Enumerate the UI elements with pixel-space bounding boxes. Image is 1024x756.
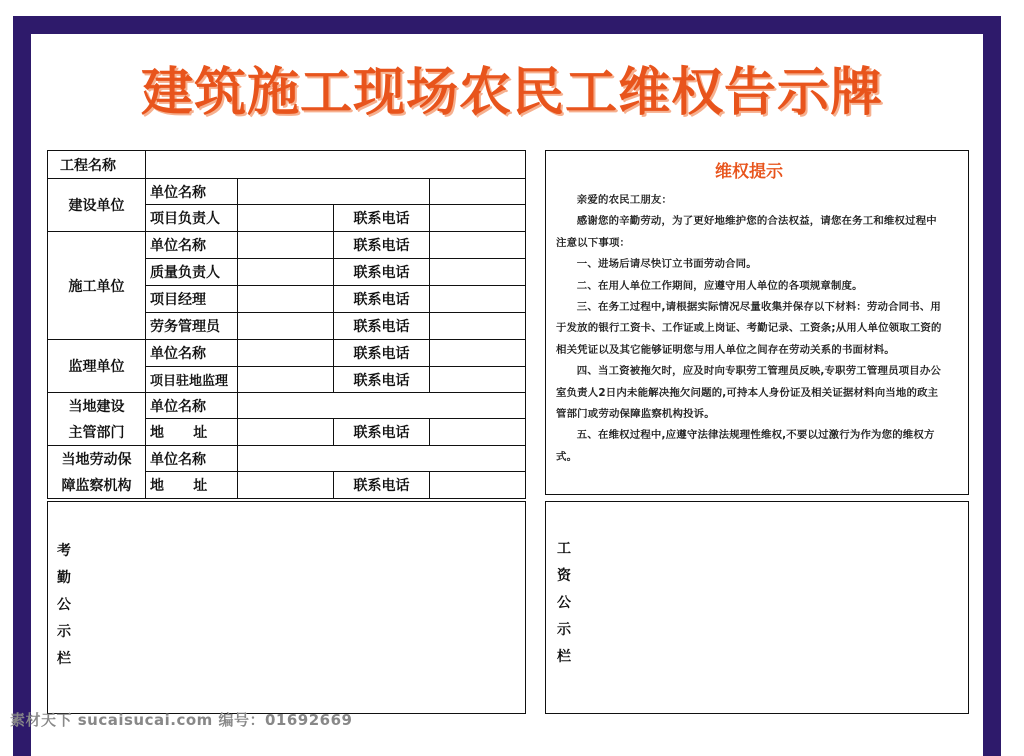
tips-item-1: 一、进场后请尽快订立书面劳动合同。	[576, 258, 757, 271]
info-table	[47, 150, 526, 499]
wage-board	[545, 501, 969, 714]
site-supervisor-label: 项目驻地监理	[146, 367, 238, 393]
phone-label: 联系电话	[334, 259, 430, 286]
phone-label: 联系电话	[334, 313, 430, 340]
supervision-unit-label: 监理单位	[48, 340, 146, 393]
construction-unit-label: 建设单位	[48, 179, 146, 232]
phone-label: 联系电话	[334, 472, 430, 499]
phone-label: 联系电话	[334, 419, 430, 446]
local-authority-label-1: 当地建设	[48, 393, 146, 419]
board-title: 建筑施工现场农民工维权告示牌	[140, 63, 883, 123]
phone-label: 联系电话	[334, 205, 430, 232]
unit-name-label: 单位名称	[146, 446, 238, 472]
contractor-unit-label: 施工单位	[48, 232, 146, 340]
unit-name-label: 单位名称	[146, 179, 238, 205]
unit-name-label: 单位名称	[146, 340, 238, 367]
tips-item-2: 二、在用人单位工作期间，应遵守用人单位的各项规章制度。	[576, 279, 863, 292]
project-lead-label: 项目负责人	[146, 205, 238, 232]
tips-intro: 感谢您的辛勤劳动，为了更好地维护您的合法权益，请您在务工和维权过程中注意以下事项：	[556, 215, 937, 249]
labor-authority-label-2: 障监察机构	[48, 472, 146, 499]
wage-board-label: 工 资 公 示 栏	[557, 541, 571, 665]
attendance-board-label: 考 勤 公 示 栏	[57, 543, 71, 667]
phone-label: 联系电话	[334, 340, 430, 367]
address-label: 地 址	[146, 419, 238, 446]
tips-greeting: 亲爱的农民工朋友：	[576, 194, 673, 206]
address-label: 地 址	[146, 472, 238, 499]
phone-label: 联系电话	[334, 232, 430, 259]
attendance-board	[47, 501, 526, 714]
project-name-label: 工程名称	[48, 151, 146, 179]
unit-name-label: 单位名称	[146, 232, 238, 259]
tips-item-5: 五、在维权过程中,应遵守法律法规理性维权,不要以过激行为作为您的维权方式。	[556, 429, 935, 463]
tips-title: 维权提示	[715, 162, 783, 182]
watermark: 素材天下 sucaisucai.com 编号：01692669	[10, 711, 353, 729]
tips-item-3: 三、在务工过程中,请根据实际情况尽量收集并保存以下材料：劳动合同书、用于发放的银行工资卡、工作证或上岗证、考勤记录、工资条;从用人单位领取工资的相关凭证以及其它能够证明您与用人单位之间存在劳动关系的书面材料。	[556, 301, 942, 356]
phone-label: 联系电话	[334, 286, 430, 313]
unit-name-label: 单位名称	[146, 393, 238, 419]
quality-lead-label: 质量负责人	[146, 259, 238, 286]
tips-item-4: 四、当工资被拖欠时，应及时向专职劳工管理员反映,专职劳工管理员项目办公室负责人2日内未能解决拖欠问题的,可持本人身份证及相关证据材料向当地的政主管部门或劳动保障监察机构投诉。	[556, 365, 942, 421]
project-name-value	[146, 151, 526, 179]
labor-authority-label-1: 当地劳动保	[48, 446, 146, 472]
project-manager-label: 项目经理	[146, 286, 238, 313]
rights-tips-panel	[545, 150, 969, 495]
phone-label: 联系电话	[334, 367, 430, 393]
labor-manager-label: 劳务管理员	[146, 313, 238, 340]
local-authority-label-2: 主管部门	[48, 419, 146, 446]
